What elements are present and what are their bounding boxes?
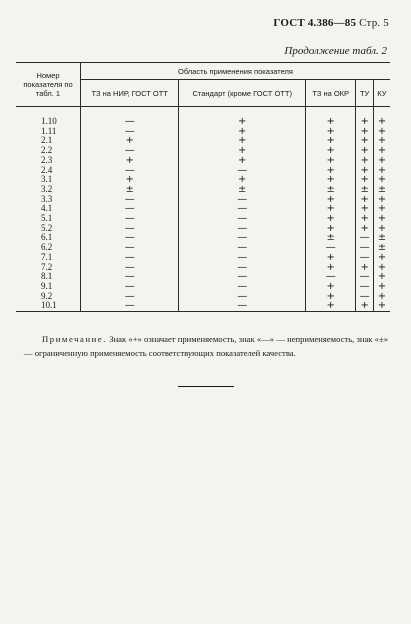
applicability-mark: —	[179, 233, 305, 243]
applicability-mark: +	[356, 301, 373, 311]
applicability-mark: +	[305, 214, 355, 224]
applicability-mark: +	[81, 156, 179, 166]
column-header: ТЗ на ОКР	[305, 80, 355, 107]
applicability-mark: +	[179, 156, 305, 166]
applicability-mark: —	[179, 263, 305, 273]
applicability-mark: —	[179, 292, 305, 302]
applicability-mark: —	[179, 243, 305, 253]
applicability-mark: +	[179, 175, 305, 185]
applicability-mark: +	[373, 166, 390, 176]
applicability-table	[16, 62, 390, 312]
applicability-mark: +	[373, 127, 390, 137]
applicability-mark: —	[81, 166, 179, 176]
applicability-mark: +	[356, 117, 373, 127]
applicability-mark: —	[81, 233, 179, 243]
applicability-mark: ±	[179, 185, 305, 195]
applicability-mark: —	[81, 204, 179, 214]
indicator-number: 2.1	[41, 135, 53, 146]
document-code: ГОСТ 4.386—85	[273, 17, 357, 29]
column-header: Стандарт (кроме ГОСТ ОТТ)	[179, 80, 305, 107]
applicability-mark: +	[305, 282, 355, 292]
applicability-mark: +	[356, 263, 373, 273]
applicability-mark: +	[305, 195, 355, 205]
applicability-mark: —	[81, 127, 179, 137]
applicability-mark: —	[179, 253, 305, 263]
applicability-mark: +	[373, 195, 390, 205]
indicator-number: 8.1	[41, 271, 53, 282]
applicability-mark: —	[81, 263, 179, 273]
application-area-header: Область применения показателя	[81, 63, 391, 80]
applicability-mark: —	[179, 282, 305, 292]
applicability-mark: +	[305, 146, 355, 156]
applicability-mark: —	[81, 195, 179, 205]
column-header: ТЗ на НИР, ГОСТ ОТТ	[81, 80, 179, 107]
applicability-mark: +	[373, 136, 390, 146]
applicability-mark: ±	[305, 185, 355, 195]
applicability-mark: +	[81, 136, 179, 146]
applicability-mark: +	[305, 253, 355, 263]
applicability-mark: +	[373, 146, 390, 156]
column-header: ТУ	[356, 80, 373, 107]
table-continuation-label: Продолжение табл. 2	[284, 45, 387, 57]
applicability-mark: —	[81, 214, 179, 224]
applicability-mark: +	[305, 136, 355, 146]
applicability-mark: —	[179, 166, 305, 176]
indicator-number: 2.4	[41, 164, 53, 175]
indicator-number: 7.1	[41, 251, 53, 262]
applicability-mark: +	[179, 127, 305, 137]
applicability-mark: ±	[373, 233, 390, 243]
applicability-mark: —	[81, 253, 179, 263]
applicability-mark: +	[305, 204, 355, 214]
applicability-mark: +	[305, 224, 355, 234]
applicability-mark: —	[356, 272, 373, 282]
applicability-mark: —	[81, 146, 179, 156]
applicability-mark: +	[356, 195, 373, 205]
applicability-mark: +	[305, 127, 355, 137]
applicability-mark: +	[179, 117, 305, 127]
applicability-mark: —	[81, 292, 179, 302]
applicability-mark: +	[305, 263, 355, 273]
applicability-mark: —	[356, 233, 373, 243]
applicability-mark: —	[179, 301, 305, 311]
applicability-mark: —	[305, 272, 355, 282]
indicator-number: 2.3	[41, 154, 53, 165]
applicability-mark: —	[81, 224, 179, 234]
applicability-mark: +	[373, 301, 390, 311]
applicability-mark: +	[356, 156, 373, 166]
applicability-mark: +	[305, 175, 355, 185]
applicability-mark: —	[81, 301, 179, 311]
table-body	[16, 107, 390, 312]
applicability-mark: +	[373, 117, 390, 127]
end-rule	[178, 386, 234, 387]
applicability-mark: +	[373, 253, 390, 263]
applicability-mark: —	[179, 195, 305, 205]
indicator-number: 7.2	[41, 261, 53, 272]
applicability-mark: +	[356, 136, 373, 146]
indicator-number: 9.2	[41, 290, 53, 301]
indicator-number: 9.1	[41, 280, 53, 291]
applicability-mark: —	[179, 272, 305, 282]
table-note	[24, 332, 388, 360]
indicator-number: 10.1	[16, 301, 81, 311]
applicability-mark: +	[179, 146, 305, 156]
applicability-mark: +	[356, 204, 373, 214]
applicability-mark: —	[356, 292, 373, 302]
applicability-mark: +	[373, 204, 390, 214]
applicability-mark: +	[81, 175, 179, 185]
applicability-mark: ±	[356, 185, 373, 195]
note-lead: Примечание.	[42, 334, 108, 344]
indicator-number: 1.11	[41, 125, 57, 136]
applicability-mark: —	[81, 272, 179, 282]
applicability-mark: +	[356, 224, 373, 234]
applicability-mark: +	[305, 301, 355, 311]
applicability-mark: +	[356, 146, 373, 156]
table-row	[16, 301, 390, 311]
applicability-mark: +	[305, 117, 355, 127]
applicability-mark: —	[179, 224, 305, 234]
applicability-mark: +	[373, 214, 390, 224]
applicability-mark: —	[356, 253, 373, 263]
applicability-mark: ±	[81, 185, 179, 195]
applicability-mark: +	[305, 166, 355, 176]
applicability-mark: —	[81, 243, 179, 253]
applicability-mark: ±	[373, 243, 390, 253]
applicability-mark: +	[179, 136, 305, 146]
applicability-mark: +	[356, 175, 373, 185]
indicator-number: 1.10	[41, 116, 57, 126]
indicator-number: 5.2	[41, 222, 53, 233]
indicator-number: 3.2	[41, 183, 53, 194]
indicator-number: 3.3	[41, 193, 53, 204]
applicability-mark: +	[373, 292, 390, 302]
indicator-number: 3.1	[41, 174, 53, 185]
indicator-number-header: Номер показателя по табл. 1	[16, 63, 81, 107]
applicability-mark: +	[356, 166, 373, 176]
note-text: Знак «+» означает применяемость, знак «—» — неприменяемость, знак «±» — ограниченную применяемость соответствующих показателей качества.	[24, 334, 388, 358]
indicator-number: 4.1	[41, 203, 53, 214]
applicability-mark: +	[373, 224, 390, 234]
applicability-mark: —	[356, 243, 373, 253]
applicability-mark: —	[305, 243, 355, 253]
applicability-mark: +	[373, 263, 390, 273]
applicability-mark: +	[373, 272, 390, 282]
applicability-mark: +	[305, 156, 355, 166]
indicator-number: 6.2	[41, 242, 53, 253]
applicability-mark: +	[356, 127, 373, 137]
applicability-mark: —	[81, 282, 179, 292]
indicator-number: 6.1	[41, 232, 53, 243]
applicability-mark: +	[356, 214, 373, 224]
applicability-mark: —	[179, 214, 305, 224]
applicability-mark: ±	[305, 233, 355, 243]
applicability-mark: ±	[373, 185, 390, 195]
applicability-mark: —	[179, 204, 305, 214]
applicability-mark: +	[373, 175, 390, 185]
indicator-number: 5.1	[41, 213, 53, 224]
applicability-mark: —	[81, 117, 179, 127]
applicability-mark: +	[305, 292, 355, 302]
applicability-mark: +	[373, 282, 390, 292]
page-header	[273, 17, 389, 29]
page-number: Стр. 5	[359, 17, 389, 29]
applicability-mark: —	[356, 282, 373, 292]
applicability-mark: +	[373, 156, 390, 166]
column-header: КУ	[373, 80, 390, 107]
indicator-number: 2.2	[41, 145, 53, 156]
